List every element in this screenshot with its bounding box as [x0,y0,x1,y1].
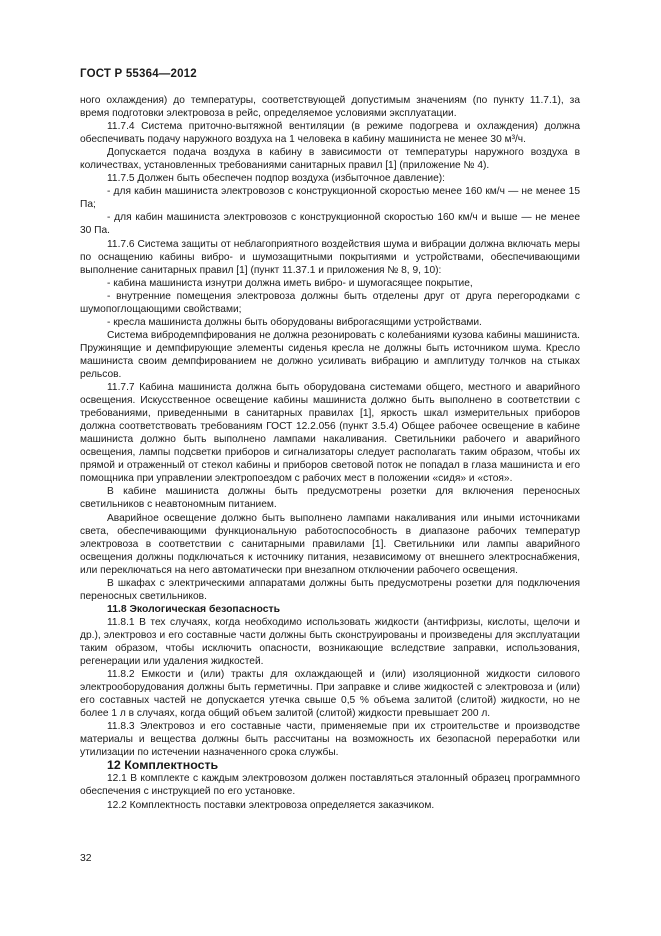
paragraph: 11.7.6 Система защиты от неблагоприятного воздействия шума и вибрации должна включать меры по оснащению кабины вибро- и шумозащитными покрытиями и устройствами, обеспечивающими выполнение санитарных правил [1] (пункт 11.37.1 и приложения № 8, 9, 10): [80,238,580,276]
page-number: 32 [80,853,92,864]
paragraph: Система вибродемпфирования не должна резонировать с колебаниями кузова кабины машиниста. Пружинящие и демпфирующие элементы сиденья кресла не должны быть источником шума. Кресло машиниста своим демпфированием не должно усиливать вибрацию и амплитуду толчков на стыках рельсов. [80,329,580,380]
paragraph: 12.2 Комплектность поставки электровоза определяется заказчиком. [107,799,435,811]
document-body [80,94,580,812]
paragraph: Допускается подача воздуха в кабину в зависимости от температуры наружного воздуха в количествах, установленных требованиями санитарных правил [1] (приложение № 4). [80,147,580,172]
document-header: ГОСТ Р 55364—2012 [80,68,197,80]
paragraph: 11.8.1 В тех случаях, когда необходимо использовать жидкости (антифризы, кислоты, щелочи и др.), электровоз и его составные части должны быть сконструированы и произведены для эксплуатации таким образом, чтобы исключить опасности, возникающие вследствие заправки, использования, регенерации или удаления жидкостей. [80,616,580,668]
paragraph: ного охлаждения) до температуры, соответствующей допустимым значениям (по пункту 11.7.1), за время подготовки электровоза в рейс, определяемое условиями эксплуатации. [80,95,580,120]
list-item: - для кабин машиниста электровозов с конструкционной скоростью менее 160 км/ч — не менее 15 Па; [80,186,580,211]
chapter-heading: 12 Комплектность [107,758,219,773]
paragraph: 11.7.5 Должен быть обеспечен подпор воздуха (избыточное давление): [107,173,445,185]
list-item: - кабина машиниста изнутри должна иметь вибро- и шумогасящее покрытие, [107,277,473,289]
section-heading: 11.8 Экологическая безопасность [107,603,281,615]
paragraph: 12.1 В комплекте с каждым электровозом должен поставляться эталонный образец программного обеспечения с инструкцией по его установке. [80,773,580,798]
paragraph: В кабине машиниста должны быть предусмотрены розетки для включения переносных светильников с неавтономным питанием. [80,486,580,511]
paragraph: Аварийное освещение должно быть выполнено лампами накаливания или иными источниками света, обеспечивающими функциональную работоспособность в диапазоне рабочих температур электровоза в соответствии с санитарными правилами [1]. Светильники или лампы аварийного освещения должны подключаться к источнику питания, независимому от внешнего электроснабжения, или переключаться на него автоматически при внезапном отключении рабочего освещения. [80,512,580,576]
paragraph: В шкафах с электрическими аппаратами должны быть предусмотрены розетки для подключения переносных светильников. [80,577,580,602]
list-item: - внутренние помещения электровоза должны быть отделены друг от друга перегородками с шумопоглощающими свойствами; [80,290,580,315]
paragraph: 11.8.3 Электровоз и его составные части, применяемые при их строительстве и производстве материалы и вещества должны быть рассчитаны на возможность их безопасной переработки или утилизации по истечении назначенного срока службы. [80,721,580,759]
list-item: - кресла машиниста должны быть оборудованы виброгасящими устройствами. [107,316,482,328]
paragraph: 11.7.4 Система приточно-вытяжной вентиляции (в режиме подогрева и охлаждения) должна обеспечивать подачу наружного воздуха на 1 человека в кабину машиниста не менее 30 м³/ч. [80,121,580,146]
list-item: - для кабин машиниста электровозов с конструкционной скоростью 160 км/ч и выше — не менее 30 Па. [80,212,580,237]
paragraph: 11.7.7 Кабина машиниста должна быть оборудована системами общего, местного и аварийного освещения. Искусственное освещение кабины машиниста должно быть выполнено в соответствии с требованиями, приведенными в санитарных правилах [1], яркость шкал измерительных приборов должна соответствовать требованиям ГОСТ 12.2.056 (пункт 3.5.4) Общее рабочее освещение в кабине машиниста должно быть выполнено лампами накаливания. Светильники рабочего и аварийного освещения, лампы подсветки приборов и сигнализаторы следует располагать таким образом, чтобы их прямой и отраженный от стекол кабины и приборов световой поток не попадал в глаза машиниста и его помощника при управлении электропоездом с рабочих мест в положении «сидя» и «стоя». [80,382,580,485]
paragraph: 11.8.2 Емкости и (или) тракты для охлаждающей и (или) изоляционной жидкости силового электрооборудования должны быть герметичны. При заправке и сливе жидкостей с электровоза и (или) его составных частей не допускается утечка свыше 0,5 % объема залитой (слитой) жидкости, но не более 1 л в случаях, когда общий объем залитой (слитой) жидкости превышает 200 л. [80,669,580,720]
